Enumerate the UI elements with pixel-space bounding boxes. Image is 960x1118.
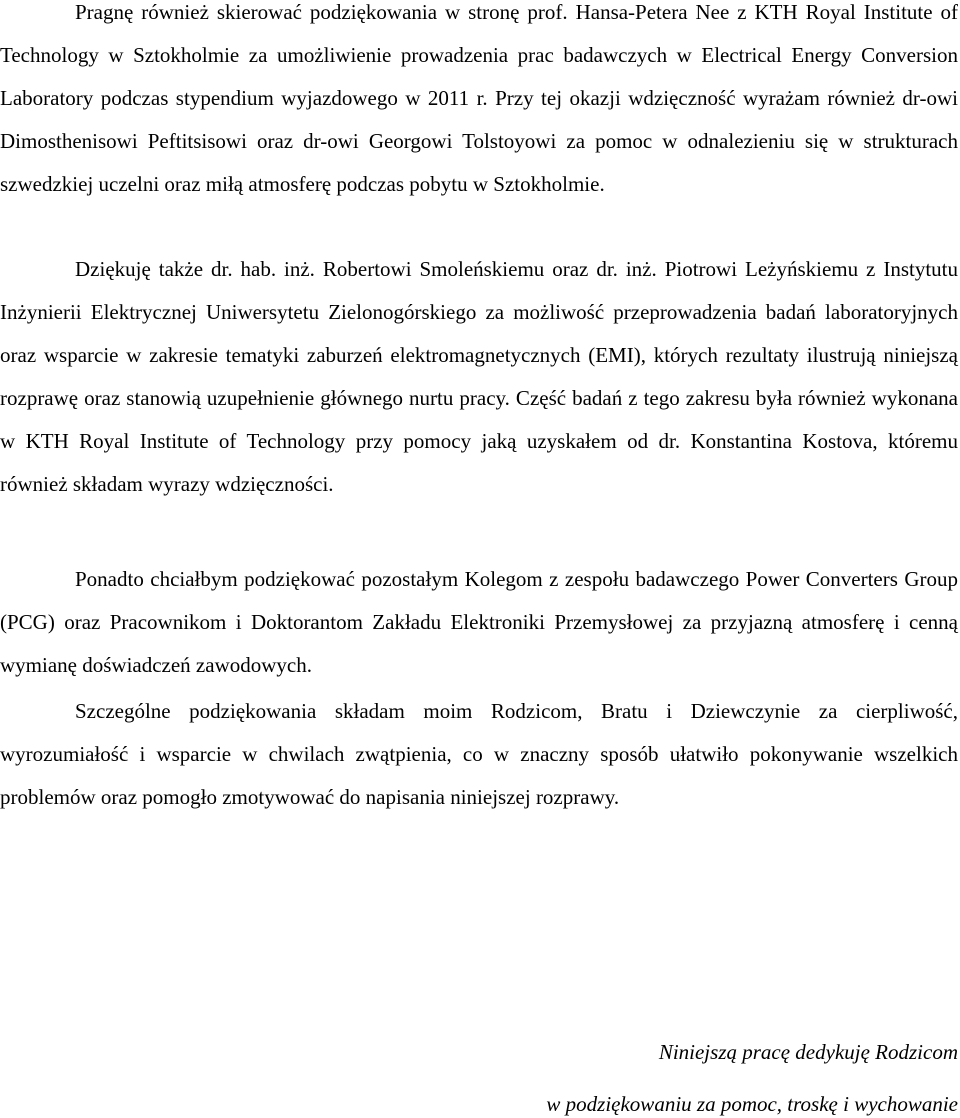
- acknowledgment-paragraph-uz: Dziękuję także dr. hab. inż. Robertowi Smoleńskiemu oraz dr. inż. Piotrowi Leżyńskiemu z Instytutu Inżynierii Elektrycznej Uniwersytetu Zielonogórskiego za możliwość przeprowadzenia badań laboratoryjnych oraz wsparcie w zakresie tematyki zaburzeń elektromagnetycznych (EMI), których rezultaty ilustrują niniejszą rozprawę oraz stanowią uzupełnienie głównego nurtu pracy. Część badań z tego zakresu była również wykonana w KTH Royal Institute of Technology przy pomocy jaką uzyskałem od dr. Konstantina Kostova, któremu również składam wyrazy wdzięczności.: [0, 257, 958, 496]
- dedication-line-2: w podziękowaniu za pomoc, troskę i wychowanie: [546, 1092, 958, 1116]
- dedication-line-1: Niniejszą pracę dedykuję Rodzicom: [658, 1040, 958, 1064]
- acknowledgment-paragraph-pcg: Ponadto chciałbym podziękować pozostałym Kolegom z zespołu badawczego Power Converters Group (PCG) oraz Pracownikom i Doktorantom Zakładu Elektroniki Przemysłowej za przyjazną atmosferę i cenną wymianę doświadczeń zawodowych.: [0, 567, 958, 677]
- acknowledgment-paragraph-kth: Pragnę również skierować podziękowania w stronę prof. Hansa-Petera Nee z KTH Royal Institute of Technology w Sztokholmie za umożliwienie prowadzenia prac badawczych w Electrical Energy Conversion Laboratory podczas stypendium wyjazdowego w 2011 r. Przy tej okazji wdzięczność wyrażam również dr-owi Dimosthenisowi Peftitsisowi oraz dr-owi Georgowi Tolstoyowi za pomoc w odnalezieniu się w strukturach szwedzkiej uczelni oraz miłą atmosferę podczas pobytu w Sztokholmie.: [0, 0, 958, 196]
- acknowledgment-paragraph-family: Szczególne podziękowania składam moim Rodzicom, Bratu i Dziewczynie za cierpliwość, wyrozumiałość i wsparcie w chwilach zwątpienia, co w znaczny sposób ułatwiło pokonywanie wszelkich problemów oraz pomogło zmotywować do napisania niniejszej rozprawy.: [0, 699, 958, 809]
